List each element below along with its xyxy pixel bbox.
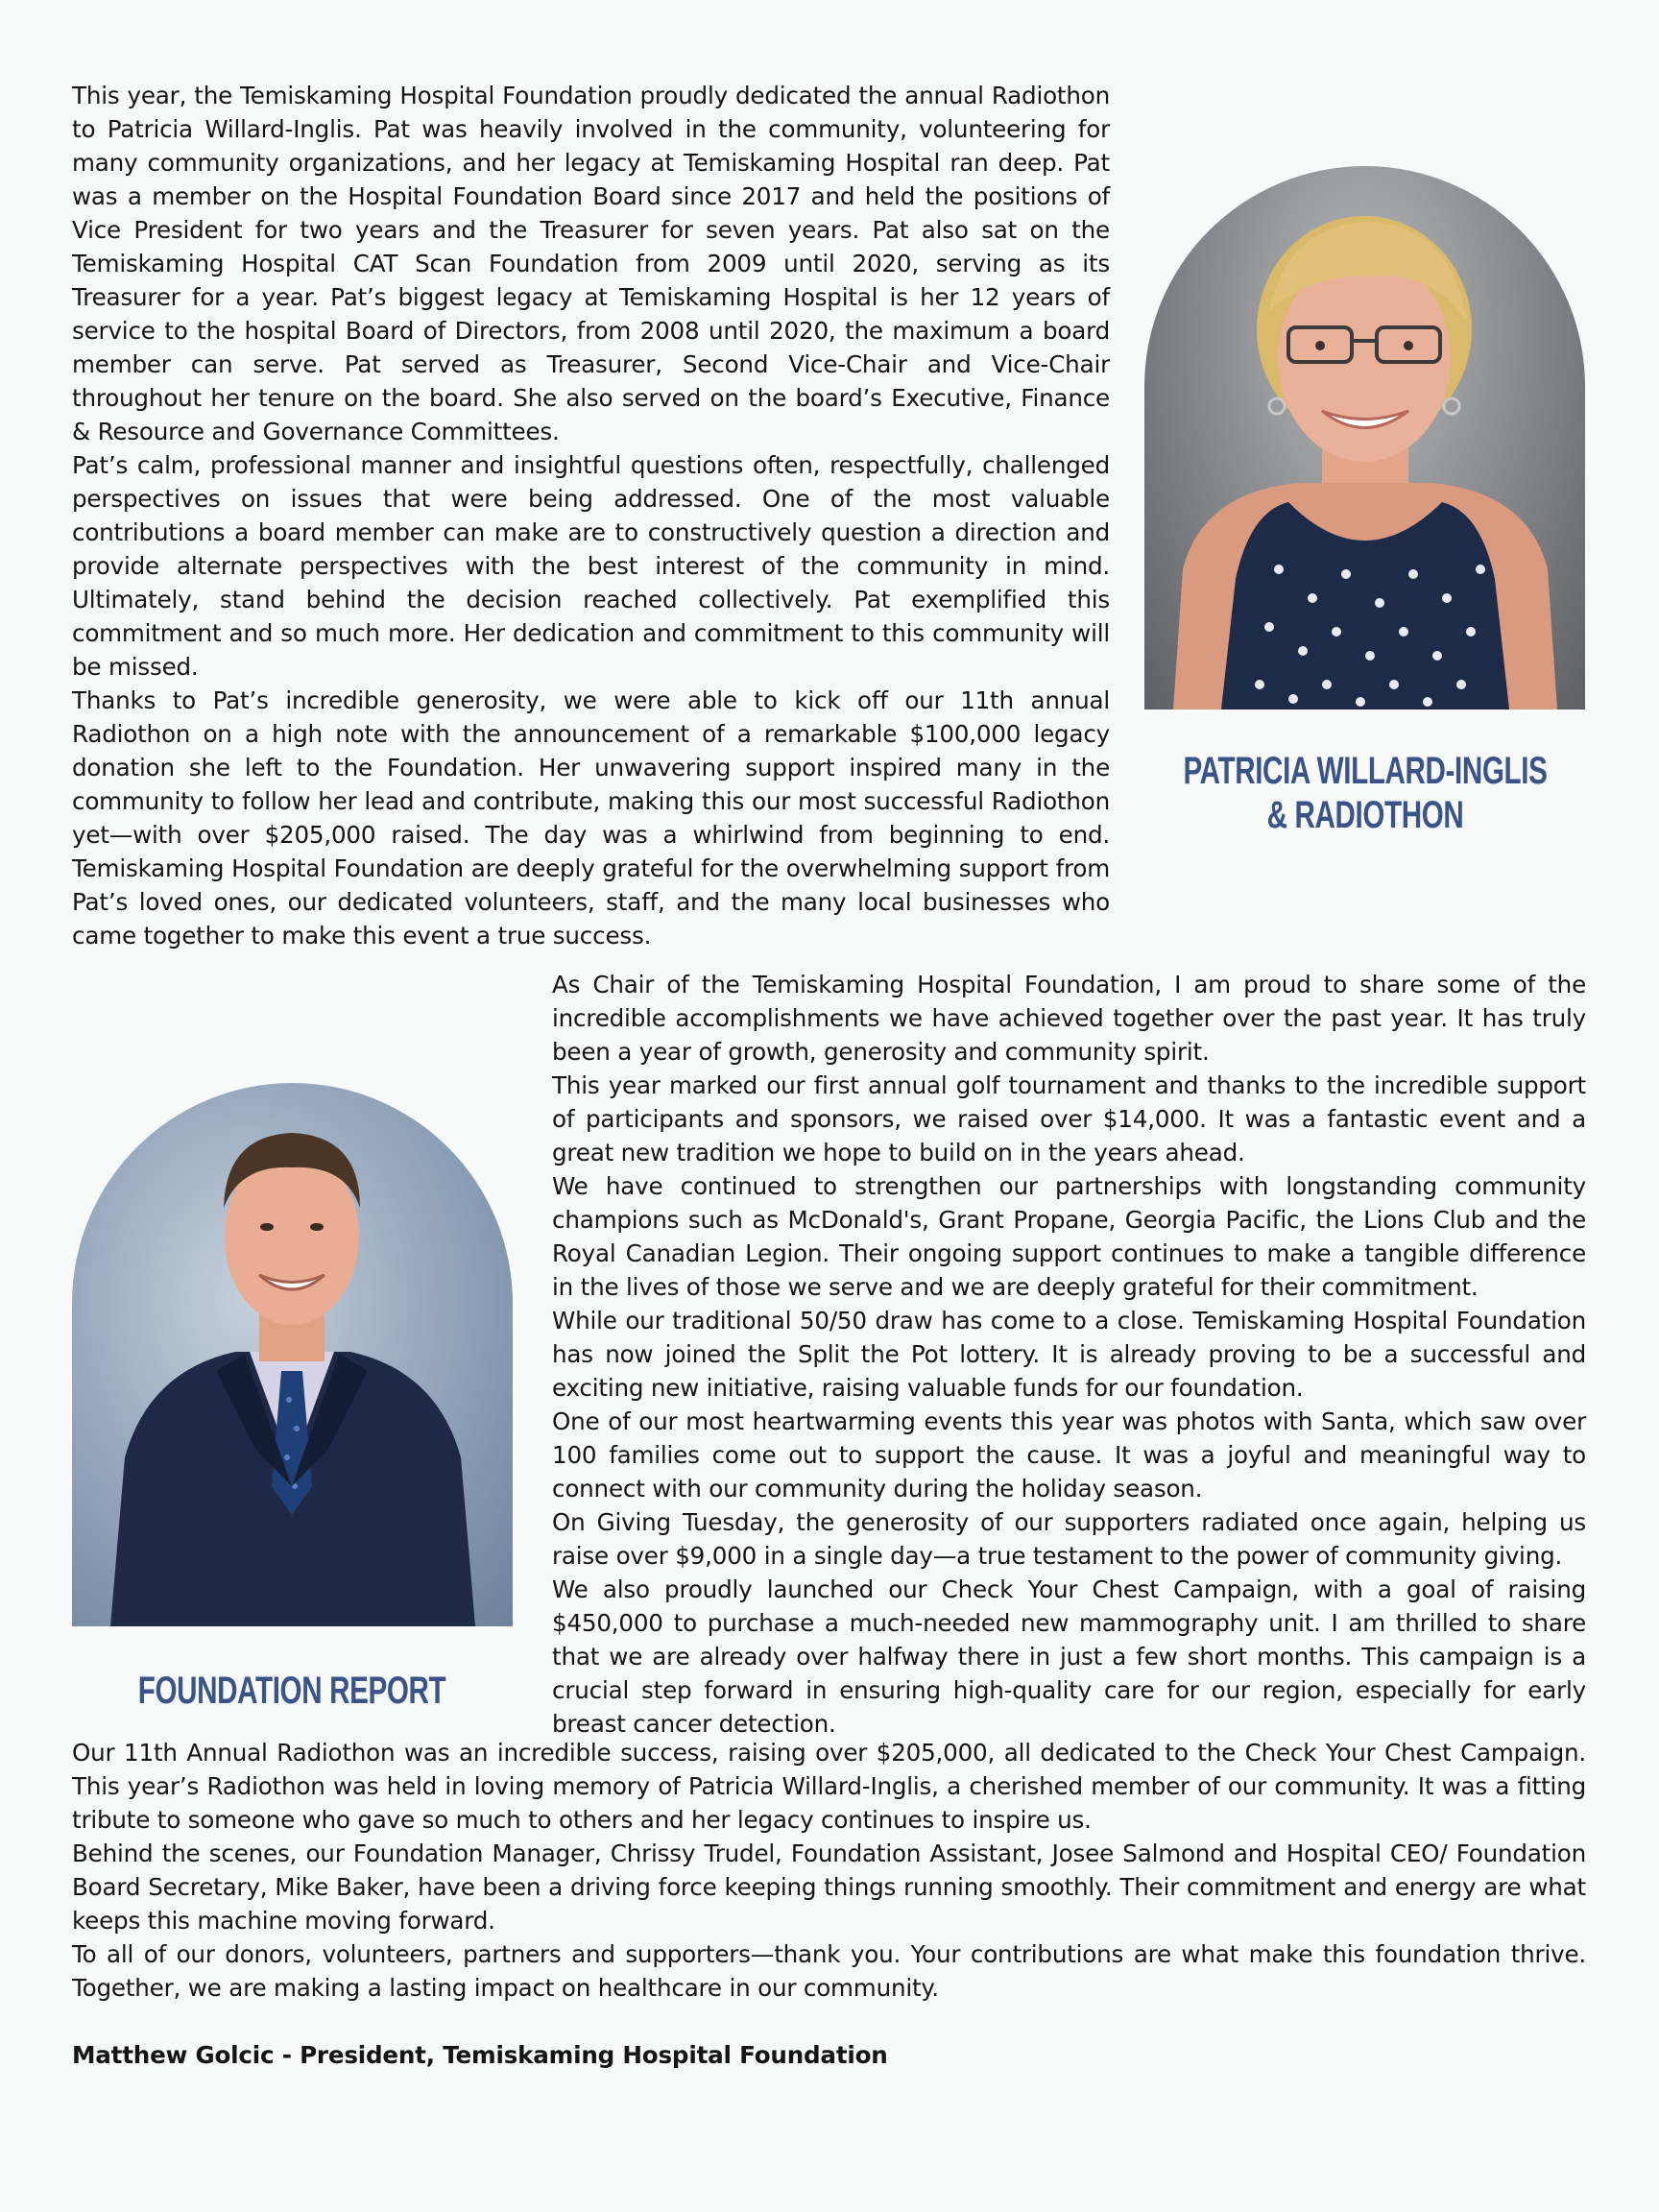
report-paragraph-9: Behind the scenes, our Foundation Manager, Chrissy Trudel, Foundation Assistant, Josee Salmond and Hospital CEO/ Foundation Board Secretary, Mike Baker, have been a driving force keeping things running smoothly. Their commitment and energy are what keeps this machine moving forward.	[72, 1839, 1586, 1935]
patricia-section-heading	[1166, 749, 1564, 837]
foundation-report-text-lower	[72, 1736, 1586, 2005]
report-paragraph-3: We have continued to strengthen our partnerships with longstanding community champions such as McDonald's, Grant Propane, Georgia Pacific, the Lions Club and the Royal Canadian Legion. Their ongoing support continues to make a tangible difference in the lives of those we serve and we are deeply grateful for their commitment.	[552, 1172, 1586, 1301]
report-paragraph-4: While our traditional 50/50 draw has come to a close. Temiskaming Hospital Foundation has now joined the Split the Pot lottery. It is already proving to be a successful and exciting new initiative, raising valuable funds for our foundation.	[552, 1307, 1586, 1402]
pat-tribute-text	[72, 79, 1110, 952]
report-paragraph-5: One of our most heartwarming events this year was photos with Santa, which saw over 100 families come out to support the cause. It was a joyful and meaningful way to connect with our community during the holiday season.	[552, 1407, 1586, 1503]
foundation-report-text-upper	[552, 968, 1586, 1741]
foundation-report-heading: FOUNDATION REPORT	[137, 1670, 446, 1712]
pat-paragraph-1: This year, the Temiskaming Hospital Foundation proudly dedicated the annual Radiothon to Patricia Willard-Inglis. Pat was heavily involved in the community, volunteering for many community organizations, and her legacy at Temiskaming Hospital ran deep. Pat was a member on the Hospital Foundation Board since 2017 and held the positions of Vice President for two years and the Treasurer for seven years. Pat also sat on the Temiskaming Hospital CAT Scan Foundation from 2009 until 2020, serving as its Treasurer for a year. Pat’s biggest legacy at Temiskaming Hospital is her 12 years of service to the hospital Board of Directors, from 2008 until 2020, the maximum a board member can serve. Pat served as Treasurer, Second Vice-Chair and Vice-Chair throughout her tenure on the board. She also served on the board’s Executive, Finance & Resource and Governance Committees.	[72, 82, 1110, 445]
report-paragraph-10: To all of our donors, volunteers, partners and supporters—thank you. Your contributions are what make this foundation thrive. Together, we are making a lasting impact on healthcare in our community.	[72, 1940, 1586, 2002]
matthew-portrait-illustration	[72, 1083, 513, 1626]
report-paragraph-2: This year marked our first annual golf tournament and thanks to the incredible support of participants and sponsors, we raised over $14,000. It was a fantastic event and a great new tradition we hope to build on in the years ahead.	[552, 1071, 1586, 1166]
heading-line-radiothon: & RADIOTHON	[1266, 794, 1464, 836]
report-paragraph-8: Our 11th Annual Radiothon was an incredible success, raising over $205,000, all dedicated to the Check Your Chest Campaign. This year’s Radiothon was held in loving memory of Patricia Willard-Inglis, a cherished member of our community. It was a fitting tribute to someone who gave so much to others and her legacy continues to inspire us.	[72, 1739, 1586, 1834]
matthew-portrait-photo	[72, 1083, 513, 1626]
report-paragraph-6: On Giving Tuesday, the generosity of our supporters radiated once again, helping us raise over $9,000 in a single day—a true testament to the power of community giving.	[552, 1508, 1586, 1570]
report-paragraph-7: We also proudly launched our Check Your Chest Campaign, with a goal of raising $450,000 to purchase a much-needed new mammography unit. I am thrilled to share that we are already over halfway there in just a few short months. This campaign is a crucial step forward in ensuring high-quality care for our region, especially for early breast cancer detection.	[552, 1575, 1586, 1738]
president-signature: Matthew Golcic - President, Temiskaming Hospital Foundation	[72, 2041, 888, 2069]
patricia-portrait-photo	[1144, 166, 1585, 709]
report-paragraph-1: As Chair of the Temiskaming Hospital Foundation, I am proud to share some of the incredible accomplishments we have achieved together over the past year. It has truly been a year of growth, generosity and community spirit.	[552, 971, 1586, 1066]
patricia-portrait-illustration	[1144, 166, 1585, 709]
pat-paragraph-3: Thanks to Pat’s incredible generosity, we were able to kick off our 11th annual Radiothon on a high note with the announcement of a remarkable $100,000 legacy donation she left to the Foundation. Her unwavering support inspired many in the community to follow her lead and contribute, making this our most successful Radiothon yet—with over $205,000 raised. The day was a whirlwind from beginning to end. Temiskaming Hospital Foundation are deeply grateful for the overwhelming support from Pat’s loved ones, our dedicated volunteers, staff, and the many local businesses who came together to make this event a true success.	[72, 686, 1110, 950]
heading-line-name: PATRICIA WILLARD-INGLIS	[1183, 750, 1548, 792]
pat-paragraph-2: Pat’s calm, professional manner and insightful questions often, respectfully, challenged perspectives on issues that were being addressed. One of the most valuable contributions a board member can make are to constructively question a direction and provide alternate perspectives with the best interest of the community in mind. Ultimately, stand behind the decision reached collectively. Pat exemplified this commitment and so much more. Her dedication and commitment to this community will be missed.	[72, 451, 1110, 681]
